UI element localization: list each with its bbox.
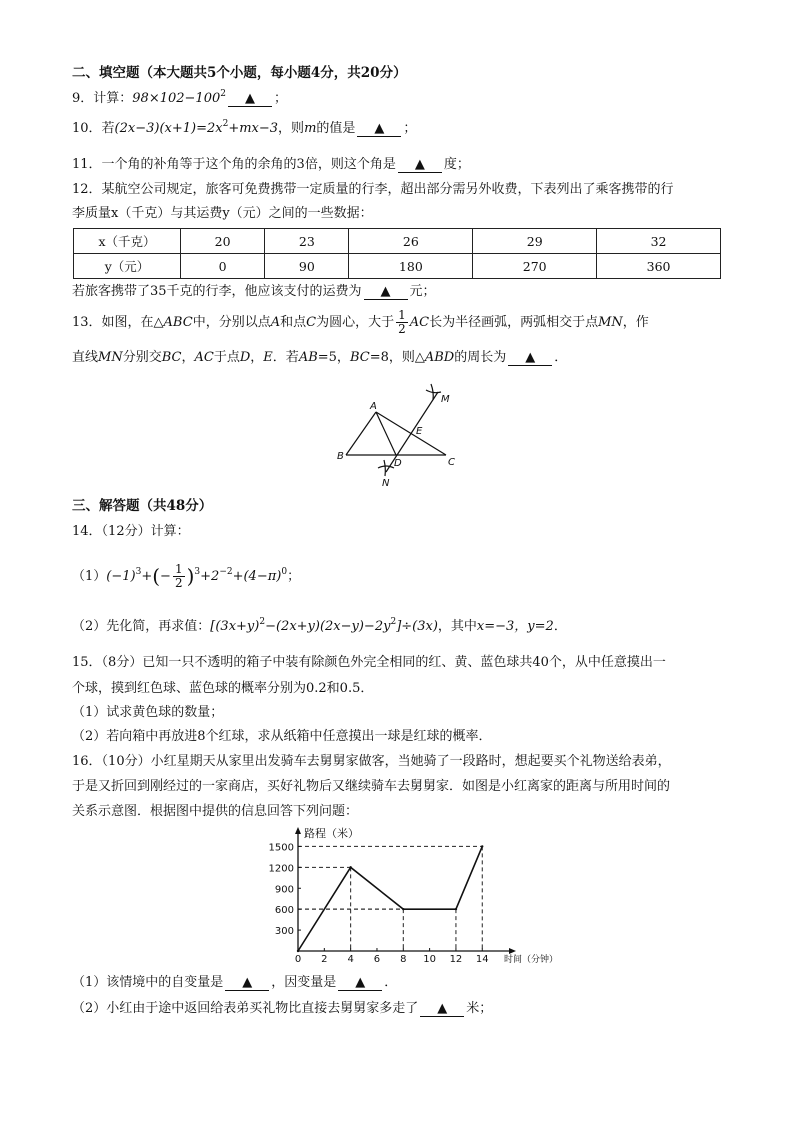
q13-text: =8，则△ bbox=[369, 350, 425, 365]
fraction-numerator: 1 bbox=[174, 562, 183, 576]
y-axis-label: 路程（米） bbox=[304, 827, 359, 840]
table-cell: 29 bbox=[473, 229, 597, 254]
distance-time-chart bbox=[258, 823, 559, 971]
q13-math: A bbox=[270, 315, 281, 330]
arc-n-2 bbox=[384, 460, 385, 476]
exponent: 3 bbox=[194, 567, 201, 577]
q14-p1-term: +2 bbox=[200, 569, 220, 584]
x-tick-label: 14 bbox=[475, 954, 489, 965]
q15-part-2: （2）若向箱中再放进8个红球，求从纸箱中任意摸出一球是红球的概率． bbox=[72, 729, 492, 744]
q12-line-2: 李质量x（千克）与其运费y（元）之间的一些数据： bbox=[72, 206, 373, 221]
q12-after-text: 若旅客携带了35千克的行李，他应该支付的运费为 bbox=[72, 284, 362, 299]
q13-math: MN bbox=[98, 350, 123, 365]
x-tick-label: 2 bbox=[321, 954, 328, 965]
label-a: A bbox=[370, 401, 377, 412]
data-point bbox=[297, 950, 299, 952]
q13-math: BC bbox=[349, 350, 370, 365]
label-e: E bbox=[416, 426, 423, 437]
question-11 bbox=[72, 156, 470, 174]
q9-answer-blank[interactable]: ▲ bbox=[228, 92, 272, 107]
q13-math: BC bbox=[161, 350, 182, 365]
exponent: 2 bbox=[390, 617, 397, 627]
q14-p2-expr: ]÷(3x) bbox=[396, 619, 438, 634]
table-cell: 23 bbox=[265, 229, 349, 254]
table-cell: 360 bbox=[597, 254, 721, 279]
fraction-denominator: 2 bbox=[398, 322, 406, 336]
table-row bbox=[74, 254, 721, 279]
paren-open: ( bbox=[152, 564, 161, 588]
q14-fraction bbox=[173, 563, 185, 590]
q14-part-1 bbox=[72, 563, 300, 590]
table-cell: 180 bbox=[349, 254, 473, 279]
exponent: 3 bbox=[135, 567, 142, 577]
q14-p2-label: （2）先化简，再求值： bbox=[72, 619, 211, 634]
q16-line-2: 于是又折回到刚经过的一家商店，买好礼物后又继续骑车去舅舅家．如图是小红离家的距离与所用时间的 bbox=[72, 779, 671, 794]
q16-p2-text: 米； bbox=[466, 1001, 493, 1016]
exponent: 2 bbox=[259, 617, 266, 627]
q16-part-2 bbox=[72, 1000, 492, 1018]
q14-p2-mid: ，其中 bbox=[437, 619, 477, 634]
q13-text: 于点 bbox=[213, 350, 240, 365]
q14-p2-expr: [(3x+y) bbox=[210, 619, 260, 634]
q10-mid: ，则 bbox=[278, 121, 305, 136]
x-tick-label: 0 bbox=[294, 954, 302, 965]
q13-text: =5， bbox=[317, 350, 350, 365]
q11-answer-blank[interactable]: ▲ bbox=[398, 158, 442, 173]
q13-triangle-figure bbox=[330, 382, 462, 490]
q13-line-2 bbox=[72, 349, 567, 367]
q13-fraction bbox=[396, 309, 408, 336]
q13-text: 分别交 bbox=[122, 350, 162, 365]
q13-text: 长为半径画弧，两弧相交于点 bbox=[429, 315, 599, 330]
q13-math: MN bbox=[598, 315, 623, 330]
label-m: M bbox=[441, 394, 450, 405]
y-tick-label: 1200 bbox=[268, 863, 294, 875]
x-tick-label: 12 bbox=[449, 954, 463, 965]
q10-post1: 的值是 bbox=[316, 121, 356, 136]
q14-p2-post: ． bbox=[553, 619, 567, 634]
q13-math: E bbox=[263, 350, 273, 365]
table-row bbox=[74, 229, 721, 254]
table-row-label: y（元） bbox=[74, 254, 181, 279]
q14-p2-expr: −(2x+y)(2x−y)−2y bbox=[265, 619, 391, 634]
q9-expression: 98×102−100 bbox=[132, 91, 221, 106]
data-point bbox=[349, 866, 351, 868]
luggage-fee-table bbox=[73, 228, 721, 279]
section2-title: 二、填空题（本大题共5个小题，每小题4分，共20分） bbox=[72, 65, 407, 81]
q13-text: 直线 bbox=[72, 350, 99, 365]
q14-p2-values: x=−3，y=2 bbox=[476, 619, 554, 634]
arc-n bbox=[378, 466, 394, 468]
q13-math: ABD bbox=[424, 350, 455, 365]
q15-line-2: 个球，摸到红色球、蓝色球的概率分别为0.2和0.5． bbox=[72, 681, 374, 696]
x-axis-label: 时间（分钟） bbox=[504, 955, 559, 965]
x-axis-arrow bbox=[509, 948, 516, 954]
question-9 bbox=[72, 90, 287, 108]
table-cell: 90 bbox=[265, 254, 349, 279]
q13-text: 13．如图，在△ bbox=[72, 315, 164, 330]
y-tick-label: 600 bbox=[274, 905, 294, 917]
q16-line-1: 16．（10分）小红星期天从家里出发骑车去舅舅家做客，当她骑了一段路时，想起要买个礼物送给表弟， bbox=[72, 754, 671, 769]
q14-p1-term: (−1) bbox=[106, 569, 136, 584]
q12-after bbox=[72, 283, 436, 301]
distance-series-line bbox=[298, 846, 482, 951]
q16-p1-text: ． bbox=[384, 975, 398, 990]
q14-p1-post: ； bbox=[287, 569, 301, 584]
x-tick-label: 6 bbox=[373, 954, 381, 965]
q14-p1-op: + bbox=[141, 569, 153, 584]
q16-p1-text: （1）该情境中的自变量是 bbox=[72, 975, 224, 990]
q12-line-1: 12．某航空公司规定，旅客可免费携带一定质量的行李，超出部分需另外收费，下表列出了乘客携带的行 bbox=[72, 182, 674, 197]
y-tick-label: 1500 bbox=[268, 842, 294, 854]
q13-math: ABC bbox=[163, 315, 193, 330]
q13-text: 和点 bbox=[280, 315, 307, 330]
q16-line-3: 关系示意图．根据图中提供的信息回答下列问题： bbox=[72, 804, 359, 819]
q16-extra-distance-blank[interactable]: ▲ bbox=[420, 1002, 464, 1017]
fraction-numerator: 1 bbox=[398, 308, 406, 322]
q13-line-1 bbox=[72, 309, 649, 336]
table-cell: 0 bbox=[181, 254, 265, 279]
minus-sign: − bbox=[160, 569, 171, 584]
q10-expression-1: (2x−3)(x+1)=2x bbox=[114, 121, 223, 136]
q13-text: ．若 bbox=[272, 350, 299, 365]
q10-answer-blank[interactable]: ▲ bbox=[357, 122, 401, 137]
table-cell: 270 bbox=[473, 254, 597, 279]
label-b: B bbox=[337, 451, 344, 462]
data-point bbox=[402, 908, 404, 910]
q13-answer-blank[interactable]: ▲ bbox=[508, 351, 552, 366]
q16-p1-text: ，因变量是 bbox=[271, 975, 337, 990]
table-cell: 20 bbox=[181, 229, 265, 254]
q10-suffix: ； bbox=[403, 121, 417, 136]
question-10 bbox=[72, 120, 416, 138]
exponent: −2 bbox=[219, 567, 233, 577]
q13-text: ， bbox=[250, 350, 264, 365]
table-row-label: x（千克） bbox=[74, 229, 181, 254]
label-d: D bbox=[394, 458, 402, 469]
q10-variable: m bbox=[304, 121, 317, 136]
q9-prefix: 9．计算： bbox=[72, 91, 133, 106]
q11-suffix: 度； bbox=[443, 157, 470, 172]
paren-close: ) bbox=[186, 564, 195, 588]
q10-exponent: 2 bbox=[222, 119, 229, 129]
q10-prefix: 10．若 bbox=[72, 121, 115, 136]
q16-independent-variable-blank[interactable]: ▲ bbox=[225, 976, 269, 991]
q14-p1-label: （1） bbox=[72, 569, 107, 584]
data-point bbox=[481, 845, 483, 847]
data-point bbox=[455, 908, 457, 910]
q9-suffix: ； bbox=[273, 91, 287, 106]
q16-dependent-variable-blank[interactable]: ▲ bbox=[338, 976, 382, 991]
section3-title: 三、解答题（共48分） bbox=[72, 498, 213, 514]
y-axis-arrow bbox=[295, 827, 301, 834]
q14-p1-term: +(4−π) bbox=[232, 569, 282, 584]
q13-text: 中，分别以点 bbox=[192, 315, 271, 330]
table-cell: 32 bbox=[597, 229, 721, 254]
q10-expression-2: +mx−3 bbox=[228, 121, 279, 136]
q15-line-1: 15．（8分）已知一只不透明的箱子中装有除颜色外完全相同的红、黄、蓝色球共40个，从中任意摸出一 bbox=[72, 655, 666, 670]
q13-math: C bbox=[306, 315, 317, 330]
fraction-denominator: 2 bbox=[174, 576, 183, 590]
q13-math: AB bbox=[298, 350, 318, 365]
q13-math: AC bbox=[409, 315, 430, 330]
q12-suffix: 元； bbox=[409, 284, 436, 299]
q13-suffix: ． bbox=[554, 350, 568, 365]
side-ab bbox=[346, 412, 376, 455]
y-tick-label: 300 bbox=[274, 926, 294, 938]
q13-math: D bbox=[239, 350, 251, 365]
q12-answer-blank[interactable]: ▲ bbox=[364, 285, 408, 300]
q13-text: 为圆心，大于 bbox=[316, 315, 395, 330]
q15-part-1: （1）试求黄色球的数量； bbox=[72, 705, 224, 720]
q13-math: AC bbox=[194, 350, 214, 365]
label-c: C bbox=[448, 457, 455, 468]
q13-text: ， bbox=[181, 350, 195, 365]
x-tick-label: 8 bbox=[400, 954, 407, 965]
x-tick-label: 4 bbox=[347, 954, 354, 965]
table-cell: 26 bbox=[349, 229, 473, 254]
q9-exponent: 2 bbox=[220, 89, 226, 99]
q11-text: 11．一个角的补角等于这个角的余角的3倍，则这个角是 bbox=[72, 157, 396, 172]
x-tick-label: 10 bbox=[423, 954, 436, 965]
label-n: N bbox=[382, 478, 390, 489]
q14-part-2 bbox=[72, 618, 567, 636]
y-tick-label: 900 bbox=[274, 884, 294, 896]
exponent: 0 bbox=[281, 567, 288, 577]
q13-text: ，作 bbox=[622, 315, 649, 330]
q14-head: 14．（12分）计算： bbox=[72, 524, 190, 539]
q16-part-1 bbox=[72, 974, 397, 992]
q16-p2-text: （2）小红由于途中返回给表弟买礼物比直接去舅舅家多走了 bbox=[72, 1001, 419, 1016]
q13-text: 的周长为 bbox=[454, 350, 507, 365]
